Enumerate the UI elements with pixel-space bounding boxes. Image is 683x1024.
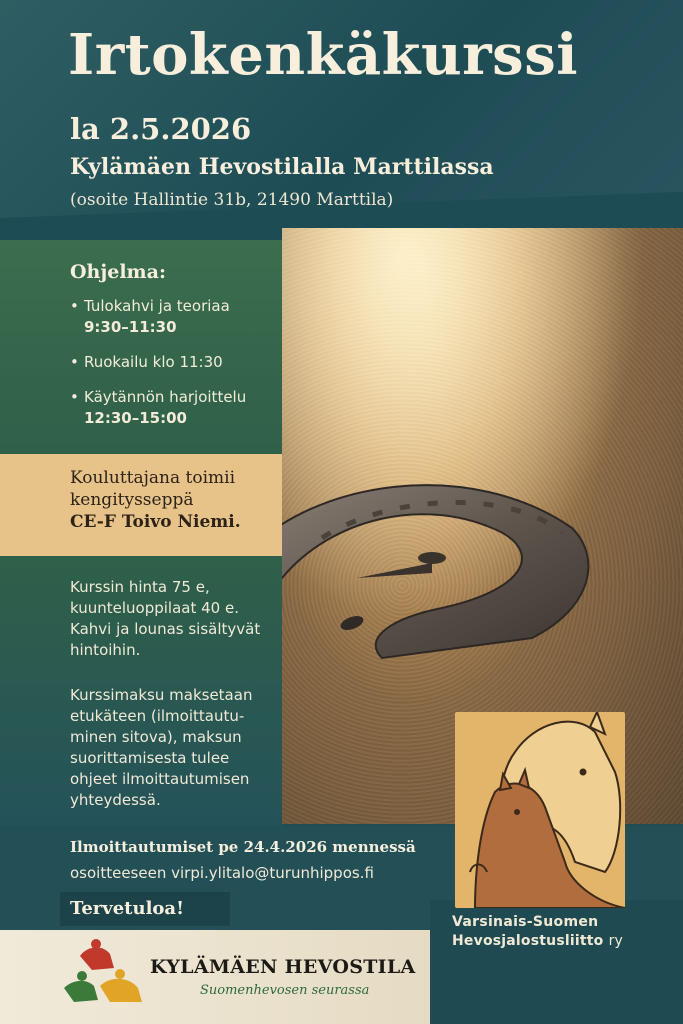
- trainer-name: CE-F Toivo Niemi.: [70, 512, 241, 532]
- welcome-text: Tervetuloa!: [70, 898, 184, 919]
- registration-email[interactable]: osoitteeseen virpi.ylitalo@turunhippos.fi: [70, 864, 374, 882]
- program-item: [70, 352, 280, 373]
- farm-logo: [62, 936, 146, 1016]
- trainer-info: [70, 467, 280, 533]
- registration-deadline: Ilmoittautumiset pe 24.4.2026 mennessä: [70, 838, 416, 856]
- riders-logo-icon: [62, 936, 146, 1016]
- program-item-time: 12:30–15:00: [84, 409, 187, 427]
- program-item-label: Ruokailu klo 11:30: [84, 353, 223, 371]
- course-venue: Kylämäen Hevostilalla Marttilassa: [70, 154, 494, 180]
- association-name: [452, 933, 652, 949]
- program-item: [70, 296, 280, 338]
- farm-tagline: Suomenhevosen seurassa: [200, 983, 370, 998]
- horse-heads-icon: [455, 712, 625, 908]
- course-price: Kurssin hinta 75 e, kuunteluoppilaat 40 e. Kahvi ja lounas sisältyvät hintoihin.: [70, 578, 261, 659]
- association-suffix: ry: [608, 933, 624, 949]
- course-address: (osoite Hallintie 31b, 21490 Marttila): [70, 190, 394, 210]
- trainer-line: kengitysseppä: [70, 490, 194, 510]
- program-item-label: Tulokahvi ja teoriaa: [84, 297, 230, 315]
- program-list: [70, 296, 280, 443]
- program-item: [70, 387, 280, 429]
- association-name-main: Hevosjalostusliitto: [452, 933, 604, 949]
- association-name: Varsinais-Suomen: [452, 914, 599, 930]
- program-heading: Ohjelma:: [70, 261, 166, 283]
- course-title: Irtokenkäkurssi: [68, 22, 578, 88]
- payment-info: Kurssimaksu maksetaan etukäteen (ilmoittautu-minen sitova), maksun suorittamisesta tulee ohjeet ilmoittautumisen yhteydessä.: [70, 686, 253, 809]
- program-item-time: 9:30–11:30: [84, 318, 177, 336]
- farm-name: KYLÄMÄEN HEVOSTILA: [150, 956, 416, 978]
- course-date: la 2.5.2026: [70, 112, 252, 146]
- program-item-label: Käytännön harjoittelu: [84, 388, 247, 406]
- trainer-line: Kouluttajana toimii: [70, 468, 236, 488]
- association-logo: [455, 712, 625, 908]
